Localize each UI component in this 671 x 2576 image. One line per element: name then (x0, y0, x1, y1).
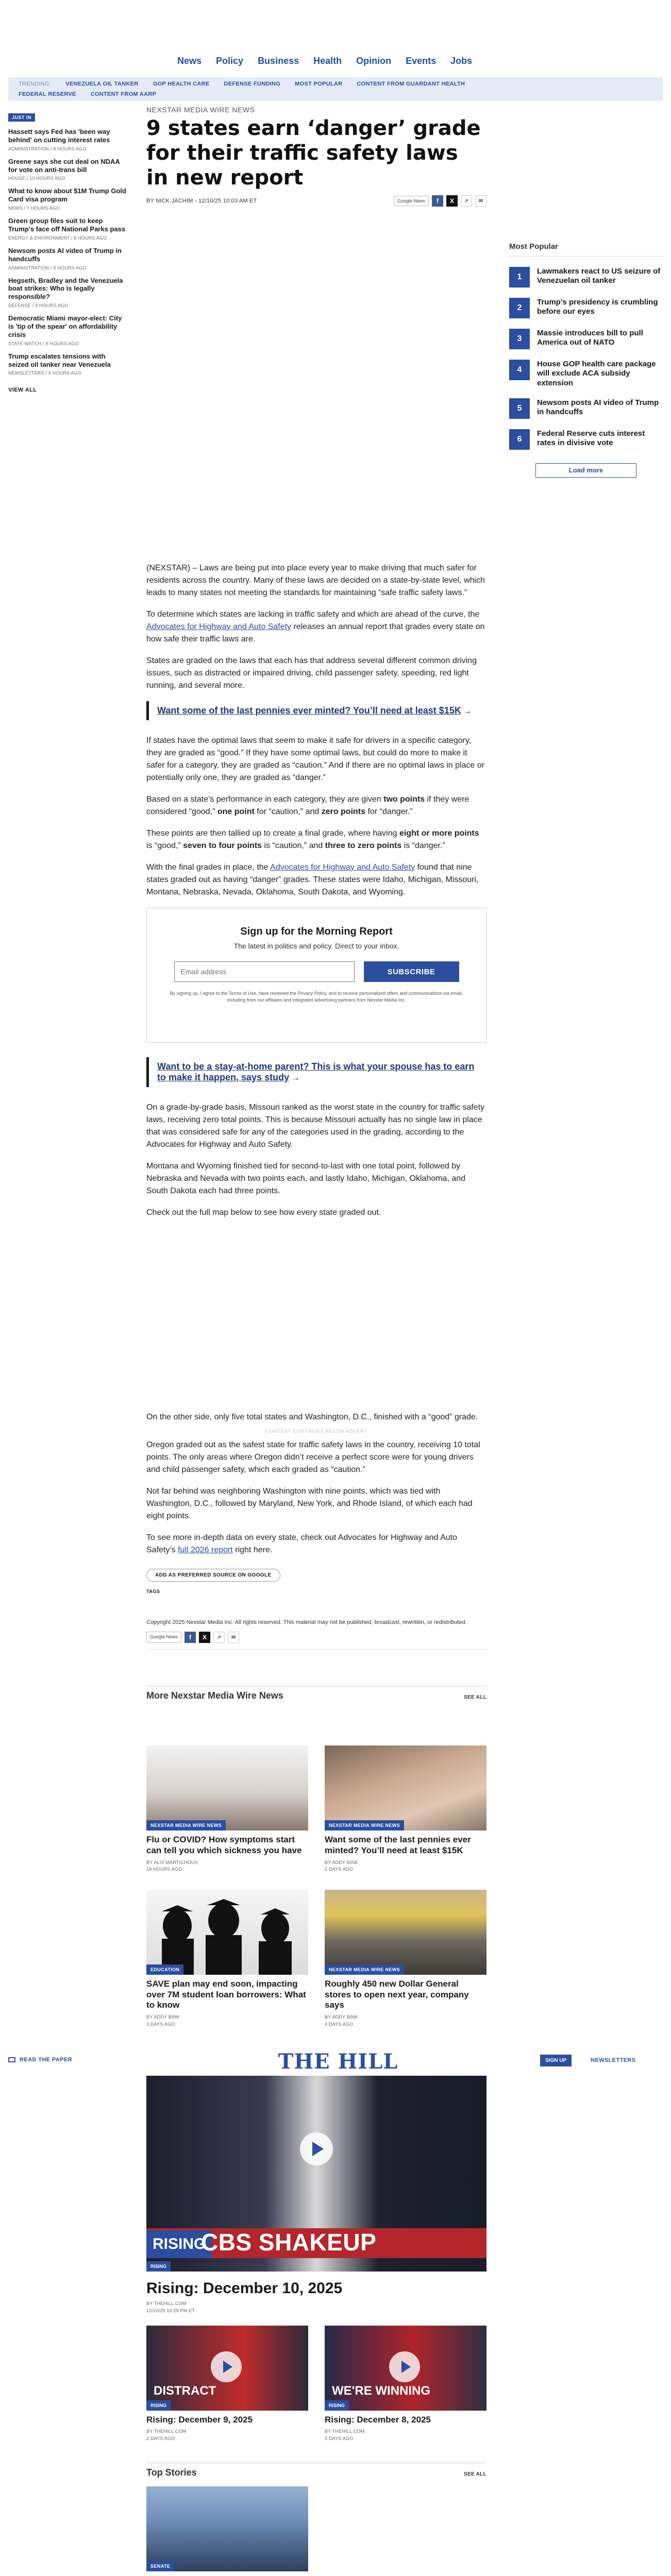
card-meta: BY ADDY BINK 3 DAYS AGO (146, 2014, 180, 2027)
the-hill-logo[interactable]: THE HILL (278, 2049, 398, 2074)
news-card[interactable] (146, 1890, 308, 2028)
google-news-button[interactable]: Google News (394, 196, 429, 206)
promo-link-box (146, 1057, 487, 1087)
play-icon[interactable] (389, 2351, 420, 2382)
nav-policy[interactable]: Policy (216, 56, 244, 66)
promo-link[interactable]: Want to be a stay-at-home parent? This is what your spouse has to earn to make it happen, says study (157, 1061, 475, 1082)
embedded-map-area (146, 1228, 487, 1411)
more-news-header (146, 1686, 487, 1701)
text-bold: zero points (321, 807, 366, 816)
rail-item-meta: DEFENSE / 9 HOURS AGO (8, 303, 69, 309)
video-meta: BY THEHILL.COM 12/10/25 10:29 PM ET (146, 2301, 195, 2313)
share-bar (394, 195, 487, 207)
text-bold: one point (217, 807, 255, 816)
news-card[interactable] (325, 1745, 487, 1873)
tags-label: TAGS (146, 1589, 160, 1594)
article-kicker[interactable]: NEXSTAR MEDIA WIRE NEWS (146, 106, 255, 114)
article-byline: BY NICK JACHIM - 12/10/25 10:03 AM ET (146, 198, 257, 204)
trending-row-1 (19, 81, 465, 87)
most-popular-item-title[interactable]: Massie introduces bill to pull America out of NATO (537, 329, 643, 347)
video-card-title[interactable]: Rising: December 8, 2025 (325, 2415, 431, 2425)
card-image[interactable] (146, 2486, 308, 2571)
rail-item-title[interactable]: Hassett says Fed has 'been way behind' on cutting interest rates (8, 128, 110, 144)
rail-item-title[interactable]: Democratic Miami mayor-elect: City is 'tip of the spear' on affordability crisis (8, 314, 122, 338)
rail-item-title[interactable]: What to know about $1M Trump Gold Card visa program (8, 187, 126, 204)
main-nav-links (177, 56, 472, 66)
card-tag[interactable]: NEXSTAR MEDIA WIRE NEWS (325, 1964, 404, 1975)
text-bold: seven to four points (183, 841, 262, 850)
text: if they were considered “good,” (146, 795, 469, 816)
video-headline-text: CBS SHAKEUP (201, 2229, 377, 2256)
text: right here. (232, 1546, 273, 1554)
rail-item-meta: ADMINISTRATION / 8 HOURS AGO (8, 146, 87, 151)
most-popular-item-title[interactable]: Lawmakers react to US seizure of Venezuelan oil tanker (537, 267, 661, 285)
more-news-title: More Nexstar Media Wire News (146, 1690, 283, 1701)
text-bold: eight or more points (399, 829, 479, 838)
top-stories-header (146, 2463, 487, 2478)
card-tag[interactable]: SENATE (146, 2561, 174, 2571)
newsletter-title: Sign up for the Morning Report (240, 926, 393, 937)
report-link[interactable]: full 2026 report (178, 1546, 233, 1554)
text: To see more in-depth data on every state, check out Advocates for Highway and Auto Safety’s (146, 1533, 458, 1554)
rank-badge: 4 (509, 360, 530, 380)
arrow-right-icon: → (291, 1074, 300, 1082)
x-icon[interactable]: X (199, 1632, 210, 1643)
promo-link[interactable]: Want some of the last pennies ever minted? You’ll need at least $15K (157, 705, 461, 716)
rail-item-title[interactable]: Green group files suit to keep Trump's face off National Parks pass (8, 217, 126, 233)
thumbnail-text: WE'RE WINNING (332, 2384, 431, 2398)
newsletters-link[interactable]: NEWSLETTERS (591, 2057, 636, 2063)
card-image[interactable] (325, 1890, 487, 1975)
paragraph: Check out the full map below to see how every state graded out. (146, 1208, 381, 1217)
paragraph: Montana and Wyoming finished tied for second-to-last with one total point, followed by Nebraska and Nevada with two points each, and lastly Idaho, Michigan, Oklahoma, and South Dakota each had three points. (146, 1162, 466, 1195)
bottom-share-bar (146, 1632, 487, 1650)
most-popular-item[interactable] (509, 429, 663, 450)
email-icon[interactable]: ✉ (475, 195, 487, 207)
most-popular-item-title[interactable]: House GOP health care package will exclude ACA subsidy extension (537, 360, 656, 387)
text: is “danger.” (401, 841, 445, 850)
card-title[interactable]: SAVE plan may end soon, impacting over 7M student loan borrowers: What to know (146, 1978, 306, 2010)
paragraph: On a grade-by-grade basis, Missouri ranked as the worst state in the country for traffic safety laws, receiving zero total points. This is because Missouri actually has no single law in place that was considered safe for any of the categories used in the grading, according to the Advocates for Highway and Auto Safety. (146, 1103, 485, 1149)
article-title: 9 states earn ‘danger’ grade for their traffic safety laws in new report (146, 116, 481, 190)
news-card[interactable] (146, 1745, 308, 1873)
nav-jobs[interactable]: Jobs (450, 56, 473, 66)
video-badge[interactable]: RISING (146, 2261, 171, 2272)
card-image[interactable] (325, 1745, 487, 1831)
see-all-link[interactable]: SEE ALL (464, 1694, 487, 1701)
card-image[interactable] (146, 1745, 308, 1831)
newsletter-subtitle: The latest in politics and policy. Direct to your inbox. (233, 942, 399, 950)
share-icon[interactable]: ↗ (213, 1632, 225, 1643)
video-thumbnail[interactable] (325, 2326, 487, 2411)
ad-label: CONTENT CONTINUES BELOW ADVERT (265, 1429, 367, 1434)
newsletter-legal: By signing up, I agree to the Terms of Use, have reviewed the Privacy Policy, and to receive personalized offers and communications via email, including from our affiliates and integrated advertising partners from Nexstar Media Inc. (170, 991, 463, 1003)
most-popular-item[interactable] (509, 267, 663, 287)
preferred-source-button[interactable]: ADD AS PREFERRED SOURCE ON GOOGLE (146, 1569, 280, 1582)
text: releases an annual report that grades every state on how safe their traffic laws are. (146, 622, 485, 643)
top-navigation (0, 0, 671, 77)
sign-up-button[interactable]: SIGN UP (540, 2055, 572, 2066)
trending-link[interactable]: GOP HEALTH CARE (153, 81, 210, 87)
video-card-title[interactable]: Rising: December 9, 2025 (146, 2415, 253, 2425)
rail-item-title[interactable]: Hegseth, Bradley and the Venezuela boat strikes: Who is legally responsible? (8, 276, 123, 301)
rail-item[interactable] (8, 158, 127, 181)
trending-link[interactable]: CONTENT FROM AARP (90, 91, 157, 97)
nav-events[interactable]: Events (406, 56, 437, 66)
rank-badge: 3 (509, 329, 530, 349)
rail-item-title[interactable]: Newsom posts AI video of Trump in handcuffs (8, 246, 122, 263)
spacer (146, 1701, 487, 1737)
newsletter-signup (146, 908, 487, 1043)
top-story-card[interactable] (146, 2486, 487, 2576)
text: for “caution,” and (254, 807, 322, 816)
sub-video-grid (146, 2326, 487, 2442)
rail-item-meta: NEWSLETTERS / 9 HOURS AGO (8, 370, 82, 376)
text: Based on a state’s performance in each category, they are given (146, 795, 384, 804)
most-popular-item[interactable] (509, 360, 663, 388)
paragraph: States are graded on the laws that each has that address several different common driving issues, such as distracted or impaired driving, child passenger safety, speeding, red light running, and several more. (146, 656, 477, 690)
video-card-meta: BY THEHILL.COM 3 DAYS AGO (325, 2429, 365, 2441)
read-paper-link[interactable] (8, 2057, 72, 2063)
newspaper-icon (8, 2057, 15, 2062)
byline-row (146, 195, 487, 207)
paragraph (146, 827, 487, 852)
trending-bar (8, 77, 663, 101)
nav-opinion[interactable]: Opinion (356, 56, 392, 66)
article-body (146, 562, 487, 2576)
rail-item[interactable] (8, 187, 127, 211)
read-paper-label: READ THE PAPER (20, 2057, 72, 2063)
article (146, 106, 487, 2576)
rank-badge: 2 (509, 298, 530, 318)
latest-news-rail (8, 112, 127, 393)
paragraph (146, 1532, 487, 1556)
graduates-silhouette (146, 1890, 308, 1975)
most-popular-item-title[interactable]: Federal Reserve cuts interest rates in divisive vote (537, 429, 645, 448)
rail-item-meta: ENERGY & ENVIRONMENT / 8 HOURS AGO (8, 235, 107, 241)
nav-health[interactable]: Health (313, 56, 342, 66)
video-title[interactable]: Rising: December 10, 2025 (146, 2280, 343, 2297)
text: To determine which states are lacking in traffic safety and which are ahead of the curve, the (146, 610, 480, 619)
rank-badge: 5 (509, 398, 530, 419)
trending-label: TRENDING: (19, 81, 52, 87)
video-rising-label: RISING (146, 2230, 212, 2258)
copyright-notice: Copyright 2025 Nexstar Media Inc. All rights reserved. This material may not be published, broadcast, rewritten, or redistributed. (146, 1619, 467, 1625)
google-news-button[interactable]: Google News (146, 1632, 181, 1643)
rail-item-meta: HOUSE / 10 HOURS AGO (8, 176, 65, 181)
video-card[interactable] (325, 2326, 487, 2442)
trending-link[interactable]: DEFENSE FUNDING (224, 81, 281, 87)
rail-item[interactable] (8, 247, 127, 270)
most-popular-item-title[interactable]: Newsom posts AI video of Trump in handcuffs (537, 398, 659, 417)
arrow-right-icon: → (463, 707, 472, 716)
rail-item-meta: ADMINISTRATION / 8 HOURS AGO (8, 265, 87, 270)
paragraph (146, 793, 487, 818)
text: found that nine states graded out as having “danger” grades. These states were Idaho, Michigan, Missouri, Montana, Nebraska, Nevada, Oklahoma, South Dakota, and Wyoming. (146, 863, 479, 896)
most-popular-item[interactable] (509, 398, 663, 419)
paragraph: On the other side, only five total states and Washington, D.C., finished with a “good” grade. (146, 1413, 478, 1421)
promo-link-box (146, 701, 487, 720)
text: for “danger.” (365, 807, 413, 816)
trending-row-2 (19, 91, 156, 97)
rail-item-meta: NEWS / 7 HOURS AGO (8, 206, 60, 211)
paragraph (146, 861, 487, 899)
newsletter-form (167, 961, 465, 982)
rail-item[interactable] (8, 277, 127, 309)
news-card[interactable] (325, 1890, 487, 2028)
more-news-grid (146, 1745, 487, 2028)
text-bold: three to zero points (325, 841, 402, 850)
text: is “caution,” and (262, 841, 325, 850)
paragraph: (NEXSTAR) – Laws are being put into place every year to make driving that much safer for residents across the country. Many of these laws are decided on a state-by-state level, which leads to many states not meeting the standards for maintaining “safe traffic safety laws.” (146, 564, 485, 597)
text: With the final grades in place, the (146, 863, 271, 872)
sticky-header (8, 2046, 663, 2075)
nav-news[interactable]: News (177, 56, 202, 66)
text-bold: two points (383, 795, 425, 804)
paragraph (146, 608, 487, 646)
card-title[interactable]: Roughly 450 new Dollar General stores to open next year, company says (325, 1978, 469, 2010)
most-popular-title: Most Popular (509, 242, 663, 257)
thumbnail-text: DISTRACT (154, 2384, 216, 2398)
play-icon[interactable] (211, 2351, 242, 2382)
card-tag[interactable]: NEXSTAR MEDIA WIRE NEWS (146, 1820, 226, 1831)
rail-item[interactable] (8, 128, 127, 151)
load-more-button[interactable]: Load more (535, 463, 636, 478)
top-stories-title: Top Stories (146, 2467, 197, 2478)
card-title[interactable]: Want some of the last pennies ever minted? You’ll need at least $15K (325, 1835, 471, 1856)
trending-link[interactable]: FEDERAL RESERVE (19, 91, 76, 97)
most-popular-item-title[interactable]: Trump’s presidency is crumbling before our eyes (537, 298, 658, 316)
video-badge[interactable]: RISING (325, 2400, 349, 2411)
advocates-link[interactable]: Advocates for Highway and Auto Safety (146, 622, 292, 631)
trending-link[interactable]: CONTENT FROM GUARDANT HEALTH (357, 81, 465, 87)
facebook-icon[interactable]: f (184, 1632, 196, 1643)
nav-business[interactable]: Business (258, 56, 299, 66)
rail-item-title[interactable]: Trump escalates tensions with seized oil tanker near Venezuela (8, 352, 111, 368)
video-card[interactable] (146, 2326, 308, 2442)
rail-item[interactable] (8, 352, 127, 376)
rail-item-meta: STATE WATCH / 9 HOURS AGO (8, 341, 79, 346)
advocates-link[interactable]: Advocates for Highway and Auto Safety (270, 863, 415, 872)
rail-item[interactable] (8, 217, 127, 241)
card-meta: BY ADDY BINK 2 DAYS AGO (325, 1859, 358, 1872)
paragraph: Oregon graded out as the safest state for traffic safety laws in the country, receiving 10 total points. The only areas where Oregon didn’t receive a perfect score were for young drivers and child passenger safety, which each graded as “caution.” (146, 1440, 480, 1474)
just-in-badge: JUST IN (8, 113, 35, 122)
most-popular-rail (509, 242, 663, 478)
card-tag[interactable]: NEXSTAR MEDIA WIRE NEWS (325, 1820, 404, 1831)
rail-item[interactable] (8, 314, 127, 346)
rail-item-title[interactable]: Greene says she cut deal on NDAA for vote on anti-trans bill (8, 157, 120, 174)
card-meta: BY ADDY BINK 4 DAYS AGO (325, 2014, 358, 2027)
rank-badge: 6 (509, 429, 530, 450)
play-icon[interactable] (300, 2132, 333, 2165)
x-icon[interactable]: X (446, 195, 458, 207)
trending-link[interactable]: MOST POPULAR (295, 81, 343, 87)
text: These points are then tallied up to create a final grade, where having (146, 829, 399, 838)
paragraph: Not far behind was neighboring Washington with nine points, which was tied with Washington, D.C., followed by Maryland, New York, and Rhode Island, of which each had eight points. (146, 1487, 473, 1520)
rank-badge: 1 (509, 267, 530, 287)
most-popular-item[interactable] (509, 329, 663, 349)
trending-link[interactable]: VENEZUELA OIL TANKER (65, 81, 139, 87)
card-tag[interactable]: EDUCATION (146, 1964, 183, 1975)
card-image[interactable] (146, 1890, 308, 1975)
see-all-link[interactable]: SEE ALL (464, 2471, 487, 2478)
video-card-meta: BY THEHILL.COM 2 DAYS AGO (146, 2429, 187, 2441)
email-field[interactable] (174, 961, 355, 982)
paragraph: If states have the optimal laws that seem to make it safe for drivers in a specific category, they are graded as “good.” If they have some optimal laws, but could do more to make it safer for a category, they are graded as “caution.” And if there are no optimal laws in place or potentially only one, they are graded as “danger.” (146, 736, 485, 782)
share-icon[interactable]: ↗ (461, 195, 472, 207)
video-thumbnail[interactable] (146, 2326, 308, 2411)
video-badge[interactable]: RISING (146, 2400, 171, 2411)
featured-video[interactable] (146, 2076, 487, 2272)
email-icon[interactable]: ✉ (228, 1632, 239, 1643)
card-title[interactable]: Flu or COVID? How symptoms start can tell you which sickness you have (146, 1835, 302, 1856)
text: is “good,” (146, 841, 183, 850)
most-popular-item[interactable] (509, 298, 663, 318)
subscribe-button[interactable]: SUBSCRIBE (364, 961, 459, 982)
view-all-link[interactable]: VIEW ALL (8, 387, 37, 394)
facebook-icon[interactable]: f (432, 195, 443, 207)
card-meta: BY ALIX MARTICHOUX 18 HOURS AGO (146, 1859, 198, 1872)
